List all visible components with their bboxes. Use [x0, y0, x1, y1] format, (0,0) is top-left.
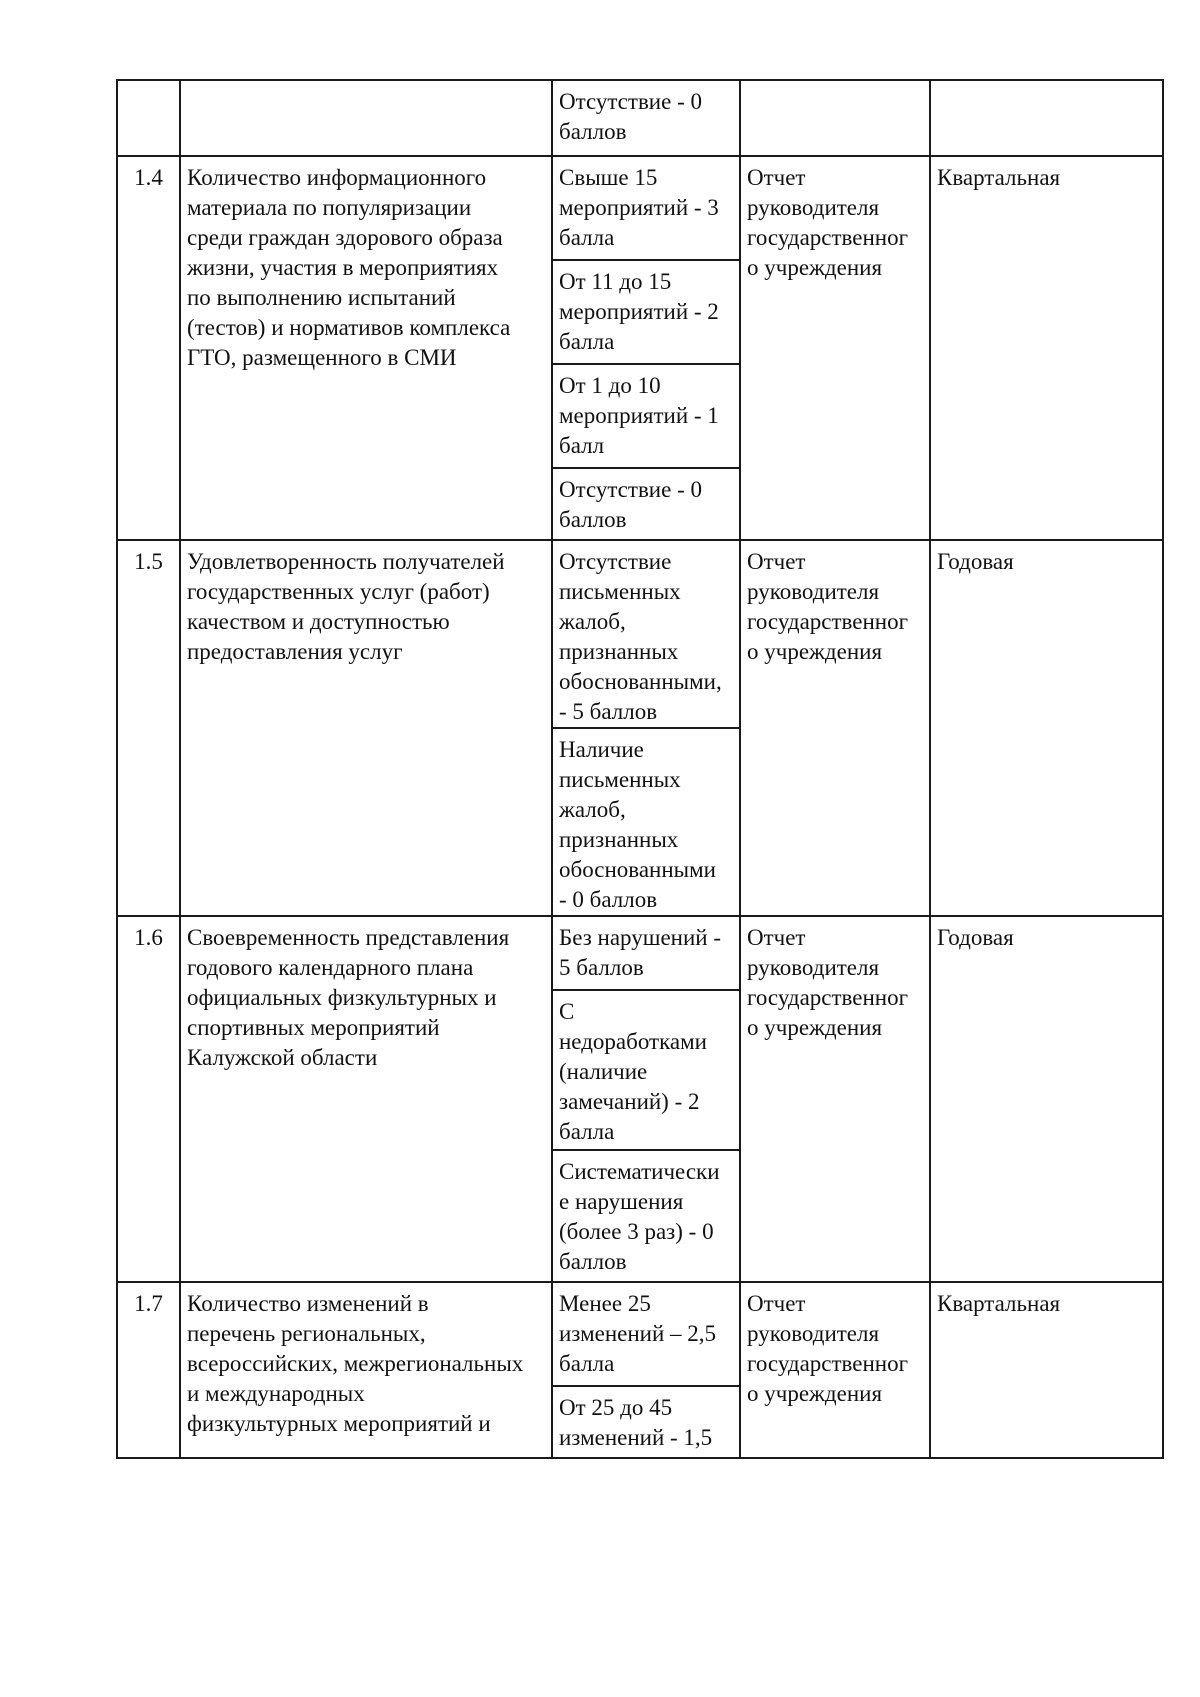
- data-source: Отчет руководителя государственног о учреждения: [740, 540, 930, 916]
- score-option: От 1 до 10 мероприятий - 1 балл: [552, 364, 740, 468]
- criterion-cell: [180, 80, 552, 156]
- criterion-number: 1.5: [117, 540, 180, 916]
- criterion-text: Своевременность представления годового календарного плана официальных физкультурных и спортивных мероприятий Калужской области: [180, 916, 552, 1282]
- table-row: [117, 916, 1163, 990]
- data-source: Отчет руководителя государственног о учреждения: [740, 1282, 930, 1458]
- table-row: [117, 540, 1163, 728]
- score-option: Без нарушений - 5 баллов: [552, 916, 740, 990]
- table-row-continuation: [117, 80, 1163, 156]
- score-option: С недоработками (наличие замечаний) - 2 балла: [552, 990, 740, 1150]
- criterion-number: 1.6: [117, 916, 180, 1282]
- score-option: От 11 до 15 мероприятий - 2 балла: [552, 260, 740, 364]
- score-option: От 25 до 45 изменений - 1,5: [552, 1386, 740, 1458]
- criterion-text: Удовлетворенность получателей государственных услуг (работ) качеством и доступностью предоставления услуг: [180, 540, 552, 916]
- source-cell: [740, 80, 930, 156]
- data-source: Отчет руководителя государственног о учреждения: [740, 156, 930, 540]
- frequency: Квартальная: [930, 156, 1163, 540]
- criterion-text: Количество изменений в перечень региональных, всероссийских, межрегиональных и международных физкультурных мероприятий и: [180, 1282, 552, 1458]
- score-option: Отсутствие - 0 баллов: [552, 468, 740, 540]
- frequency: Квартальная: [930, 1282, 1163, 1458]
- frequency-cell: [930, 80, 1163, 156]
- table-row: [117, 1282, 1163, 1386]
- frequency: Годовая: [930, 916, 1163, 1282]
- criterion-number: 1.7: [117, 1282, 180, 1458]
- score-option: Отсутствие письменных жалоб, признанных обоснованными, - 5 баллов: [552, 540, 740, 728]
- table-row: [117, 156, 1163, 260]
- criterion-text: Количество информационного материала по популяризации среди граждан здорового образа жизни, участия в мероприятиях по выполнению испытаний (тестов) и нормативов комплекса ГТО, размещенного в СМИ: [180, 156, 552, 540]
- frequency: Годовая: [930, 540, 1163, 916]
- score-option: Менее 25 изменений – 2,5 балла: [552, 1282, 740, 1386]
- criterion-number: 1.4: [117, 156, 180, 540]
- criteria-table: [116, 79, 1164, 1459]
- number-cell: [117, 80, 180, 156]
- score-option: Систематически е нарушения (более 3 раз) - 0 баллов: [552, 1150, 740, 1282]
- score-option: Свыше 15 мероприятий - 3 балла: [552, 156, 740, 260]
- score-cell: Отсутствие - 0 баллов: [552, 80, 740, 156]
- data-source: Отчет руководителя государственног о учреждения: [740, 916, 930, 1282]
- score-option: Наличие письменных жалоб, признанных обоснованными - 0 баллов: [552, 728, 740, 916]
